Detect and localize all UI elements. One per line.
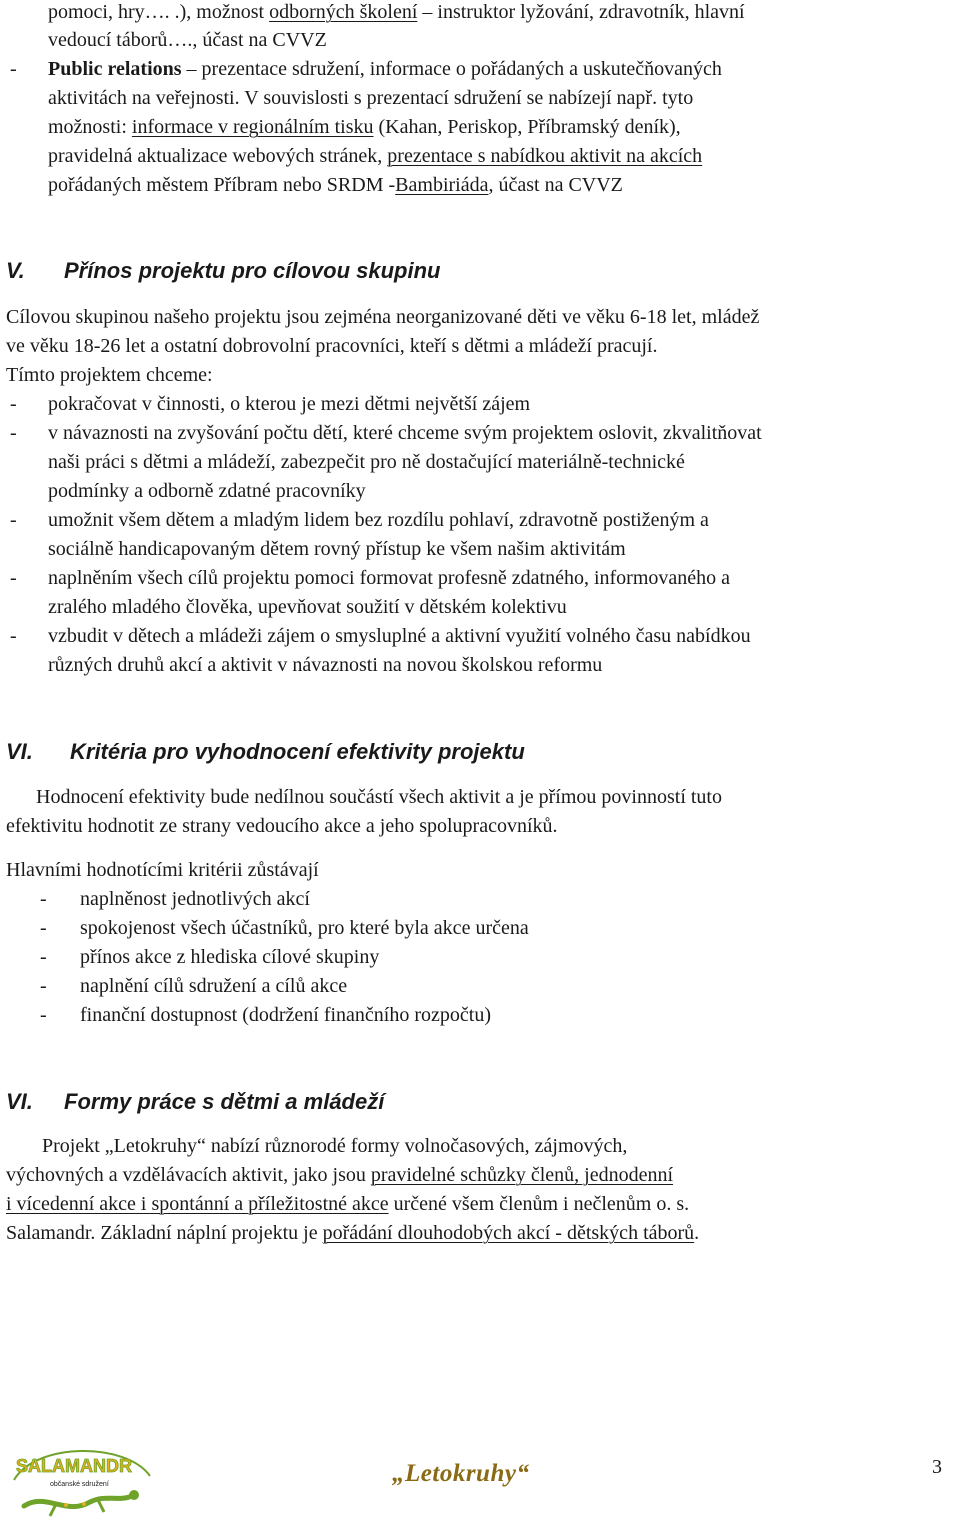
top-line-5: možnosti: informace v regionálním tisku (Kahan, Periskop, Příbramský deník), bbox=[48, 116, 681, 138]
list-item-cont: zralého mladého člověka, upevňovat soužití v dětském kolektivu bbox=[48, 596, 567, 618]
top-line-7: pořádaných městem Příbram nebo SRDM -Bambiriáda, účast na CVVZ bbox=[48, 174, 623, 196]
salamander-icon bbox=[6, 1436, 156, 1522]
section-7-line-4: Salamandr. Základní náplní projektu je pořádání dlouhodobých akcí - dětských táborů. bbox=[6, 1222, 700, 1244]
bullet: - bbox=[10, 567, 17, 589]
logo-subtitle: občanské sdružení bbox=[50, 1481, 109, 1488]
bullet: - bbox=[10, 422, 17, 444]
section-5-line-2: ve věku 18-26 let a ostatní dobrovolní pracovníci, kteří s dětmi a mládeží pracují. bbox=[6, 335, 658, 357]
section-5-line-3: Tímto projektem chceme: bbox=[6, 364, 213, 386]
list-item: vzbudit v dětech a mládeži zájem o smysluplné a aktivní využití volného času nabídkou bbox=[48, 625, 751, 647]
logo-title: SALAMANDR bbox=[16, 1456, 132, 1476]
section-6-p1: Hodnocení efektivity bude nedílnou součástí všech aktivit a je přímou povinností tuto bbox=[36, 786, 722, 808]
section-7-line-1: Projekt „Letokruhy“ nabízí různorodé formy volnočasových, zájmových, bbox=[42, 1135, 628, 1157]
bullet: - bbox=[10, 509, 17, 531]
public-relations-label: Public relations bbox=[48, 58, 182, 80]
top-line-6: pravidelná aktualizace webových stránek, prezentace s nabídkou aktivit na akcích bbox=[48, 145, 703, 167]
list-item-cont: různých druhů akcí a aktivit v návaznosti na novou školskou reformu bbox=[48, 654, 603, 676]
section-5-heading: V. Přínos projektu pro cílovou skupinu bbox=[6, 258, 441, 283]
criteria-item: naplnění cílů sdružení a cílů akce bbox=[80, 975, 348, 997]
section-7-heading: VI. Formy práce s dětmi a mládeží bbox=[6, 1089, 385, 1114]
criteria-item: naplněnost jednotlivých akcí bbox=[80, 888, 310, 910]
criteria-item: spokojenost všech účastníků, pro které byla akce určena bbox=[80, 917, 529, 939]
list-item-cont: podmínky a odborně zdatné pracovníky bbox=[48, 480, 366, 502]
top-line-2: vedoucí táborů…., účast na CVVZ bbox=[48, 29, 327, 51]
link-odborne-skoleni: odborných školení bbox=[269, 1, 418, 23]
section-7-line-3: i vícedenní akce i spontánní a příležitostné akce určené všem členům i nečlenům o. s. bbox=[6, 1193, 690, 1215]
section-6-heading: VI. Kritéria pro vyhodnocení efektivity projektu bbox=[6, 739, 525, 764]
bullet: - bbox=[40, 888, 47, 910]
criteria-item: přínos akce z hlediska cílové skupiny bbox=[80, 946, 380, 968]
bullet: - bbox=[40, 1004, 47, 1026]
criteria-item: finanční dostupnost (dodržení finančního rozpočtu) bbox=[80, 1004, 491, 1026]
list-item: umožnit všem dětem a mladým lidem bez rozdílu pohlaví, zdravotně postiženým a bbox=[48, 509, 709, 531]
list-item: v návaznosti na zvyšování počtu dětí, které chceme svým projektem oslovit, zkvalitňovat bbox=[48, 422, 762, 444]
salamandr-logo bbox=[6, 1436, 156, 1522]
list-item-cont: naši práci s dětmi a mládeží, zabezpečit pro ně dostačující materiálně-technické bbox=[48, 451, 685, 473]
list-item-cont: sociálně handicapovaným dětem rovný přístup ke všem našim aktivitám bbox=[48, 538, 626, 560]
section-5-line-1: Cílovou skupinou našeho projektu jsou zejména neorganizované děti ve věku 6-18 let, mládež bbox=[6, 306, 760, 328]
section-7-line-2: výchovných a vzdělávacích aktivit, jako jsou pravidelné schůzky členů, jednodenní bbox=[6, 1164, 674, 1186]
section-6-p2: efektivitu hodnotit ze strany vedoucího akce a jeho spolupracovníků. bbox=[6, 815, 558, 837]
top-line-3-dash: - bbox=[10, 58, 17, 80]
bullet: - bbox=[40, 975, 47, 997]
list-item: naplněním všech cílů projektu pomoci formovat profesně zdatného, informovaného a bbox=[48, 567, 731, 589]
bullet: - bbox=[40, 917, 47, 939]
page-number: 3 bbox=[932, 1456, 942, 1478]
bullet: - bbox=[10, 393, 17, 415]
top-line-3: Public relations – prezentace sdružení, informace o pořádaných a uskutečňovaných bbox=[48, 58, 722, 80]
bullet: - bbox=[40, 946, 47, 968]
bullet: - bbox=[10, 625, 17, 647]
footer-project-title: „Letokruhy“ bbox=[392, 1460, 530, 1487]
list-item: pokračovat v činnosti, o kterou je mezi dětmi největší zájem bbox=[48, 393, 531, 415]
top-line-1: pomoci, hry…. .), možnost odborných školení – instruktor lyžování, zdravotník, hlavní bbox=[48, 1, 745, 23]
section-6-p3: Hlavními hodnotícími kritérii zůstávají bbox=[6, 859, 319, 881]
top-line-4: aktivitách na veřejnosti. V souvislosti s prezentací sdružení se nabízejí např. tyto bbox=[48, 87, 694, 109]
